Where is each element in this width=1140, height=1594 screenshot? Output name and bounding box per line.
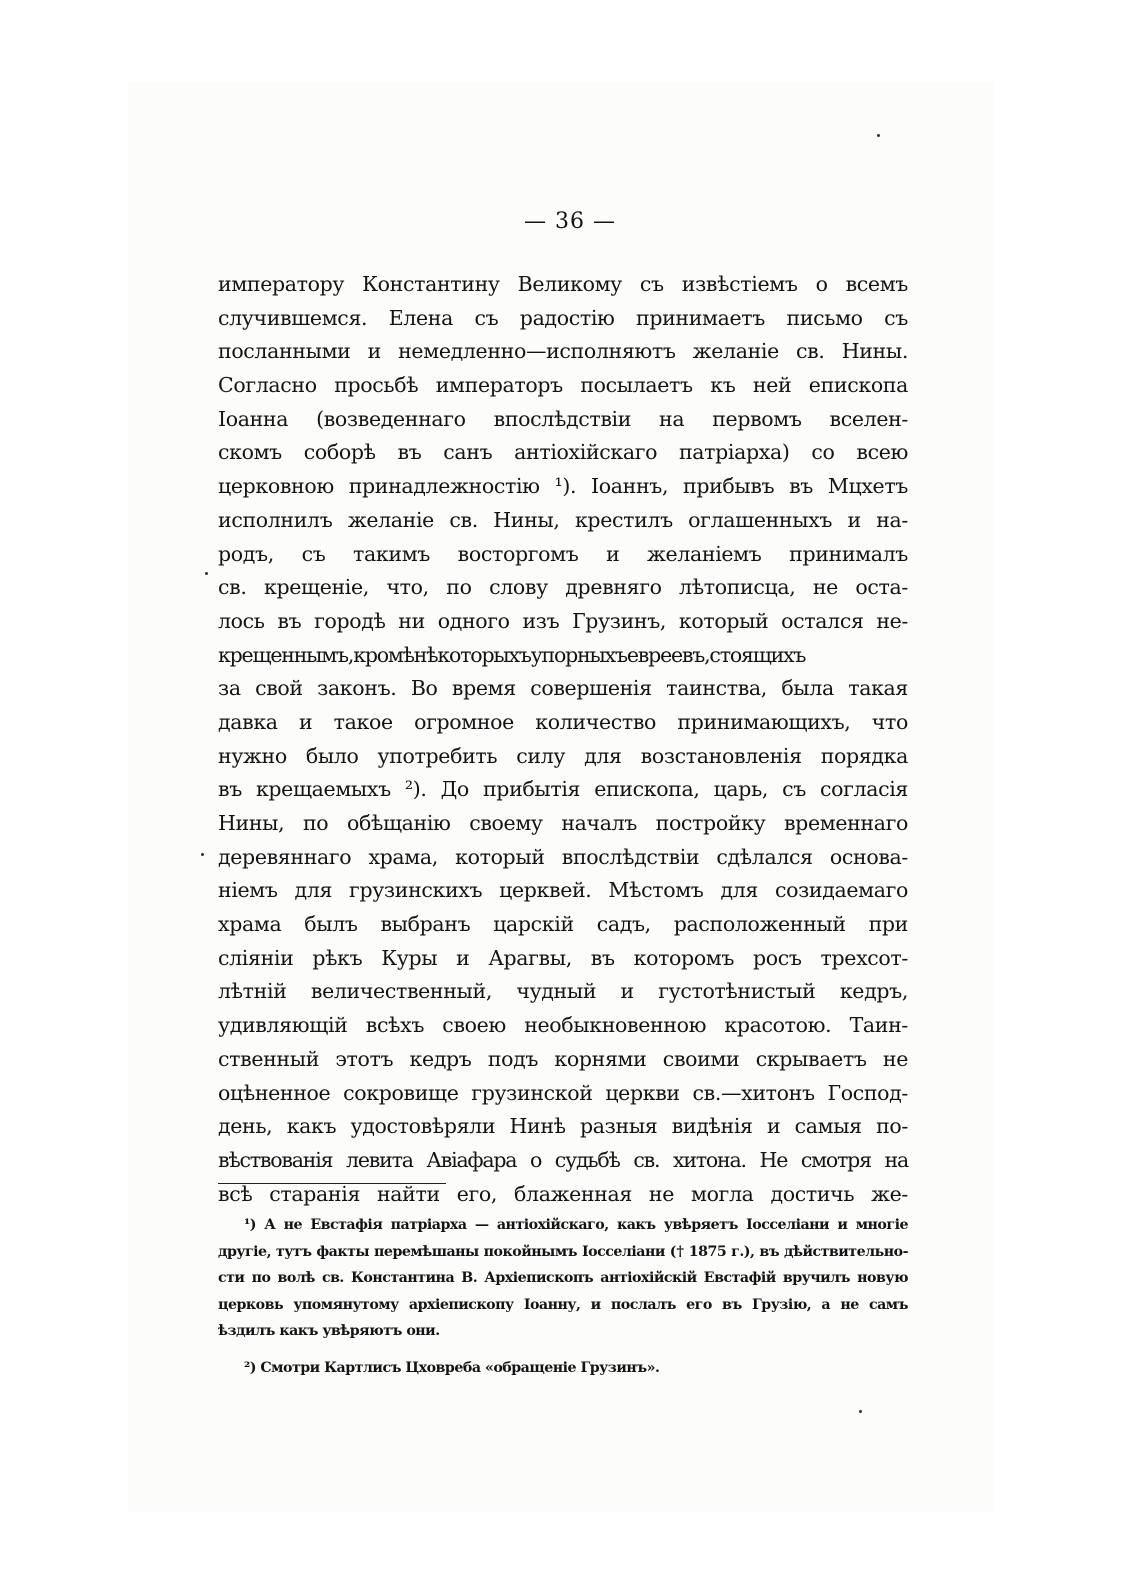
text-line: удивляющій всѣхъ своею необыкновенною красотою. Таин- — [218, 1013, 908, 1038]
footnote-line: ²) Смотри Картлисъ Цховреба «обращеніе Грузинъ». — [244, 1359, 660, 1376]
footnote-1 — [218, 1212, 908, 1345]
text-line: церковною принадлежностію ¹). Іоаннъ, прибывъ въ Мцхетъ — [218, 474, 908, 499]
footnote-line: ¹) А не Евстафія патріарха — антіохійскаго, какъ увѣряетъ Іосселіани и многіе — [244, 1217, 908, 1233]
footnote-line: сти по волѣ св. Константина В. Архіепископъ антіохійскій Евстафій вручилъ новую — [218, 1270, 908, 1287]
text-line: посланными и немедленно—исполняютъ желаніе св. Нины. — [218, 339, 908, 364]
text-line: храма былъ выбранъ царскій садъ, расположенный при — [218, 912, 908, 937]
scan-speck — [205, 572, 208, 575]
text-line: св. крещеніе, что, по слову древняго лѣтописца, не оста- — [218, 575, 908, 600]
text-line: деревяннаго храма, который впослѣдствіи сдѣлался основа- — [218, 844, 908, 869]
text-line: лось въ городѣ ни одного изъ Грузинъ, который остался не- — [218, 608, 908, 633]
text-line: исполнилъ желаніе св. Нины, крестилъ оглашенныхъ и на- — [218, 507, 908, 532]
footnotes — [218, 1212, 908, 1382]
text-line: скомъ соборѣ въ санъ антіохійскаго патріарха) со всею — [218, 440, 908, 465]
text-line: въ крещаемыхъ ²). До прибытія епископа, царь, съ согласія — [218, 777, 908, 802]
text-line: сліяніи рѣкъ Куры и Арагвы, въ которомъ росъ трехсот- — [218, 945, 908, 970]
text-line: день, какъ удостовѣряли Нинѣ разныя видѣнія и самыя по- — [218, 1114, 908, 1139]
text-line: оцѣненное сокровище грузинской церкви св.—хитонъ Господ- — [218, 1080, 908, 1105]
text-line: всѣ старанія найти его, блаженная не могла достичь же- — [218, 1181, 908, 1206]
body-text — [218, 268, 908, 1211]
scan-speck — [201, 853, 204, 856]
text-line: Іоанна (возведеннаго впослѣдствіи на первомъ вселен- — [218, 406, 908, 431]
scan-speck — [877, 134, 880, 137]
footnote-line: другіе, тутъ факты перемѣшаны покойнымъ Іосселіани († 1875 г.), въ дѣйствительно- — [218, 1243, 908, 1260]
text-line: нужно было употребить силу для возстановленія порядка — [218, 743, 908, 768]
text-line: случившемся. Елена съ радостію принимаетъ письмо съ — [218, 305, 908, 330]
footnote-line: ѣздилъ какъ увѣряютъ они. — [218, 1323, 440, 1340]
text-line: ніемъ для грузинскихъ церквей. Мѣстомъ для созидаемаго — [218, 878, 908, 903]
footnote-2 — [218, 1355, 908, 1382]
page-number: — 36 — — [524, 209, 616, 234]
text-line: Согласно просьбѣ императоръ посылаетъ къ ней епископа — [218, 373, 908, 398]
text-line: императору Константину Великому съ извѣстіемъ о всемъ — [218, 272, 908, 296]
footnote-line: церковь упомянутому архіепископу Іоанну, и послалъ его въ Грузію, а не самъ — [218, 1296, 908, 1313]
text-line: ственный этотъ кедръ подъ корнями своими скрываетъ не — [218, 1046, 908, 1071]
scan-speck — [859, 1410, 862, 1413]
text-line: давка и такое огромное количество принимающихъ, что — [218, 709, 908, 734]
text-line: родъ, съ такимъ восторгомъ и желаніемъ принималъ — [218, 541, 908, 566]
text-line: за свой законъ. Во время совершенія таинства, была такая — [218, 676, 908, 701]
text-line: Нины, по обѣщанію своему началъ постройку временнаго — [218, 811, 908, 835]
text-line: вѣствованія левита Авіафара о судьбѣ св. хитона. Не смотря на — [218, 1147, 908, 1172]
footnote-divider — [218, 1183, 446, 1184]
text-line: лѣтній величественный, чудный и густотѣнистый кедръ, — [218, 979, 908, 1004]
text-line: крещеннымъ,кромѣнѣкоторыхъупорныхъевреевъ,стоящихъ — [218, 642, 806, 667]
